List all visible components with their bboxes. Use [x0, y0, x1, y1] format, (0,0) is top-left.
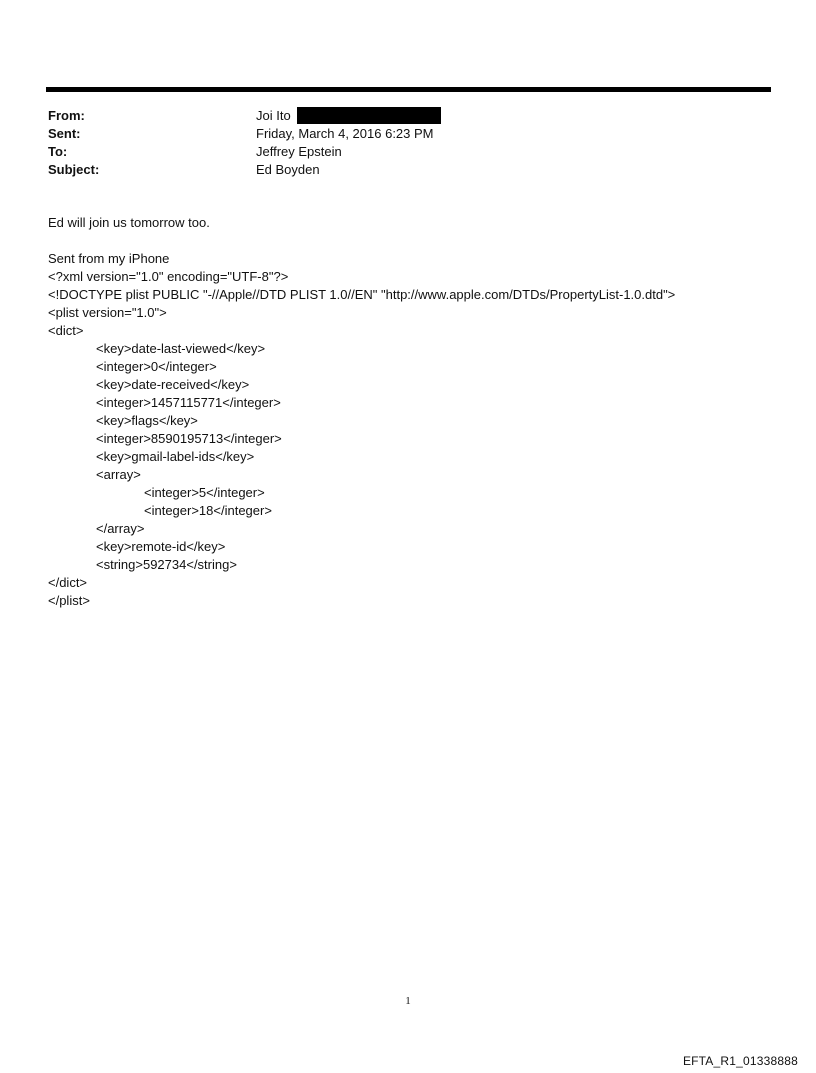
key-line: <key>remote-id</key>: [96, 539, 226, 554]
sent-row: [48, 125, 748, 143]
array-item: <integer>18</integer>: [144, 503, 272, 518]
subject-value: Ed Boyden: [256, 162, 320, 177]
key-line: <key>flags</key>: [96, 413, 198, 428]
value-line: <integer>0</integer>: [96, 359, 217, 374]
key-line: <key>date-last-viewed</key>: [96, 341, 266, 356]
array-open: <array>: [96, 467, 141, 482]
value-line: <integer>1457115771</integer>: [96, 395, 281, 410]
value-line: <string>592734</string>: [96, 557, 237, 572]
subject-label: Subject:: [48, 162, 100, 177]
message-text: Ed will join us tomorrow too.: [48, 215, 210, 230]
page-number: 1: [405, 995, 411, 1007]
from-value: [256, 107, 441, 125]
xml-declaration: <?xml version="1.0" encoding="UTF-8"?>: [48, 269, 289, 284]
array-close: </array>: [96, 521, 145, 536]
sender-name: Joi Ito: [256, 108, 291, 123]
blank-line: [48, 232, 788, 250]
plist-open: <plist version="1.0">: [48, 305, 167, 320]
email-header: [48, 107, 748, 179]
array-item: <integer>5</integer>: [144, 485, 265, 500]
to-value: Jeffrey Epstein: [256, 144, 342, 159]
plist-close: </plist>: [48, 593, 90, 608]
dict-close: </dict>: [48, 575, 88, 590]
sent-value: Friday, March 4, 2016 6:23 PM: [256, 126, 434, 141]
key-line: <key>date-received</key>: [96, 377, 250, 392]
to-label: To:: [48, 144, 68, 159]
from-row: [48, 107, 748, 125]
email-body: [48, 214, 788, 610]
value-line: <integer>8590195713</integer>: [96, 431, 282, 446]
redaction-box: [297, 107, 441, 124]
sent-label: Sent:: [48, 126, 81, 141]
document-id: EFTA_R1_01338888: [682, 1054, 798, 1068]
key-line: <key>gmail-label-ids</key>: [96, 449, 255, 464]
to-row: [48, 143, 748, 161]
signature: Sent from my iPhone: [48, 251, 170, 266]
doctype-line: <!DOCTYPE plist PUBLIC "-//Apple//DTD PLIST 1.0//EN" "http://www.apple.com/DTDs/PropertyList-1.0.dtd">: [48, 287, 676, 302]
from-label: From:: [48, 108, 85, 123]
header-rule: [46, 87, 771, 92]
dict-open: <dict>: [48, 323, 84, 338]
subject-row: [48, 161, 748, 179]
